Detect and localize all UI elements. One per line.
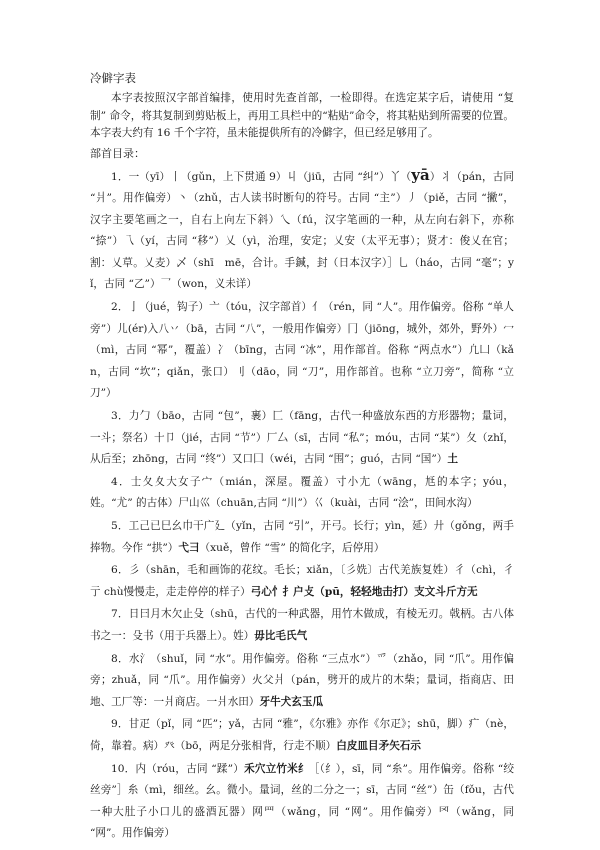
entry-text: 亅（jué，钩子）亠（tóu，汉字部首）亻（rén，同 “人”。用作偏旁。俗称 “单人旁”）儿(ér)入八丷（bā，古同 “八”，一般用作偏旁）冂（jiōng，城外，郊外，野外）冖（mì，古同 “幂”，覆盖）冫（bīng，古同 “冰”，用作部首。俗称 “两点水”）凢凵（kǎn，古同 “坎”；qiǎn，张口）刂（dāo，同 “刀”，用作部首。也称 “立刀旁”，简称 “立刀”） (90, 301, 514, 400)
entry-bold-radicals: 禾穴立竹米纟 (244, 762, 309, 775)
entry-text-continued: 支文斗斤方无 (414, 585, 478, 598)
entry-text: 甘疋（pǐ，同 “匹”；yǎ，古同 “雅”，《尔雅》亦作《尔疋》；shū，脚）疒（nè，倚，靠着。病）癶（bō，两足分张相背，行走不顺） (90, 718, 514, 752)
entry-bold-radicals: 弋彐 (178, 541, 200, 554)
entry-number: 6． (111, 564, 129, 577)
entry-text: 内（róu，古同 “蹂”） (135, 762, 245, 775)
entry-bold-radicals: 土 (447, 453, 458, 466)
toc-label: 部首目录： (90, 146, 145, 160)
entry-number: 7． (111, 608, 129, 621)
radical-entry (90, 165, 514, 297)
entry-number: 10． (111, 762, 136, 775)
entry-text: 彡（shān，毛和画饰的花纹。毛长；xiǎn，〔彡姺〕古代羌族复姓）彳（chì，彳亍 chù慢慢走，走走停停的样子） (90, 564, 514, 598)
entry-text: 工己已巳幺巾干广廴（yǐn，古同 “引”，开弓。长行；yìn，延）廾（gǒng，两手捧物。今作 “拱”） (90, 520, 514, 554)
entry-text-continued: （xuě，曾作 “雪” 的简化字，后停用） (199, 541, 385, 554)
radical-entry (90, 714, 514, 757)
entry-text: 日曰月木欠止殳（shū，古代的一种武器，用竹木做成，有棱无刃。戟柄。古八体书之一：殳书（用于兵器上）。姓） (90, 608, 514, 642)
intro-paragraph: 本字表按照汉字部首编排，使用时先查首部，一检即得。在选定某字后，请使用 “复制” 命令，将其复制到剪贴板上，再用工具栏中的“粘贴”命令，将其粘贴到所需要的位置。本字表大约有 16 千个字符，虽未能提供所有的冷僻字，但已经足够用了。 (90, 92, 514, 139)
entry-bold-radicals: 牙牛犬玄玉瓜 (259, 695, 324, 708)
entry-number: 5． (111, 520, 129, 532)
entry-bold-radicals: 毋比毛氏气 (254, 629, 308, 642)
entry-number: 9． (111, 718, 129, 731)
entry-text: 水氵（shuǐ，同 “水”。用作偏旁。俗称 “三点水”）爫（zhǎo，同 “爪”。用作偏旁；zhuǎ，同 “爪”。用作偏旁）火父爿（pán，劈开的成片的木柴；量词，指商店、田地、工厂等：一爿商店。一爿水田） (90, 652, 514, 708)
entry-text: 一（yī）丨（gǔn，上下贯通 9）丩（jiū，古同 “纠”）丫（ (128, 170, 412, 183)
radical-entry (90, 649, 514, 714)
entry-text-continued: ）丬（pán，古同 “爿”。用作偏旁）丶（zhǔ，古人读书时断句的符号。古同 “主”）丿（piě，古同 “撇”，汉字主要笔画之一，自右上向左下斜）乀（fú，汉字笔画的一种，从左向右斜下，亦称 “捺”）乁（yí，古同 “移”）乂（yì，治理，安定；乂安（太平无事）；贤才：俊乂在官；割：乂草。乂麦）乄（shī mē，合计。手鍼，封（日本汉字）］乚（háo，古同 “毫”；yǐ，古同 “乙”）乛（won，义未详） (90, 170, 515, 291)
document-title: 冷僻字表 (90, 71, 136, 85)
radical-entry (90, 759, 514, 845)
radical-entry (90, 472, 514, 515)
entry-text: 力勹（bāo，古同 “包”，裹）匚（fāng，古代一种盛放东西的方形器物；量词，一斗；祭名）十卩（jié，古同 “节”）厂厶（sī，古同 “私”；móu，古同 “某”）夂（zhǐ，从后至；zhōng，古同 “终”）又口囗（wéi，古同 “围”；guó，古同 “国”） (90, 410, 515, 466)
radical-entry (90, 604, 514, 647)
entry-text: 士夂夊大女子宀（mián，深屋。覆盖）寸小尢（wāng，尪的本字；yóu，姓。“尤” 的古体）尸山巛（chuān,古同 “川”）巜（kuài，古同 “浍”，田间水沟） (90, 475, 514, 510)
entry-number: 3． (111, 410, 129, 423)
entry-number: 2． (111, 301, 129, 314)
entry-number: 4． (111, 475, 131, 488)
radical-entry (90, 406, 514, 471)
entry-bold-radicals: 弓心忄扌户攴（pū，轻轻地击打） (250, 585, 415, 598)
entry-number: 8． (111, 652, 129, 665)
radical-entry (90, 297, 514, 405)
entry-text-continued: ［（纟），sī，同 “糸”。用作偏旁。俗称 “绞丝旁”］糸（mì，细丝。幺。微小。量词，丝的二分之一；sī，古同 “丝”）缶（fǒu，古代一种大肚子小口儿的盛酒瓦器）网罒（wǎng，同 “网”。用作偏旁）罓（wǎng，同 “网”。用作偏旁） (90, 762, 515, 840)
entry-number: 1． (111, 170, 129, 183)
radical-entry (90, 516, 514, 559)
radical-entry-list (90, 165, 514, 845)
entry-bold-radicals: 白皮皿目矛矢石示 (336, 739, 421, 752)
radical-entry (90, 560, 514, 603)
entry-pinyin-emphasis: yā (411, 165, 430, 184)
